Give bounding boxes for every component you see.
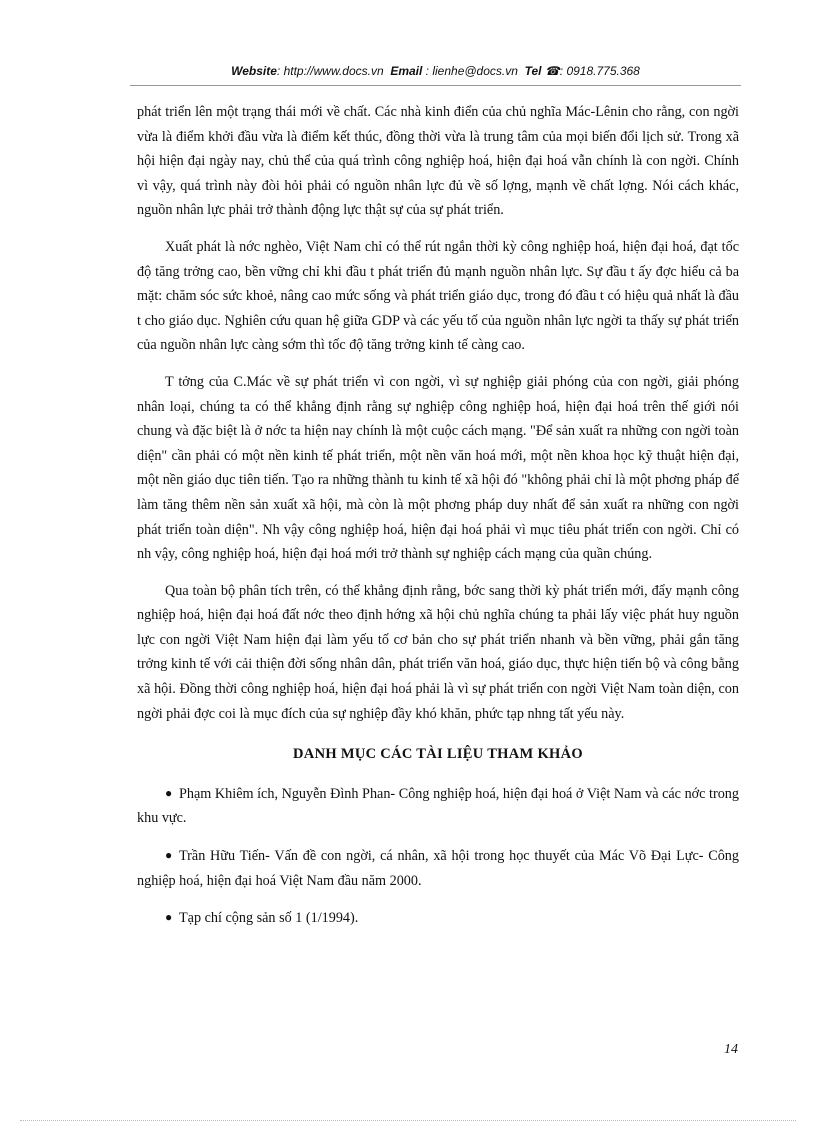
header-rule <box>130 85 741 86</box>
document-body <box>137 100 739 943</box>
paragraph: T tởng của C.Mác về sự phát triển vì con ngời, vì sự nghiệp giải phóng của con ngời, giải phóng nhân loại, chúng ta có thể khẳng định rằng sự nghiệp công nghiệp hoá, hiện đại hoá trên thế giới nói chung và đặc biệt là ở nớc ta hiện nay chính là một cuộc cách mạng. "Để sản xuất ra những con ngời toàn diện" cần phải có một nền kinh tế phát triển, một nền văn hoá mới, một nền khoa học kỹ thuật hiện đại, một nền giáo dục tiên tiến. Tạo ra những thành tu kinh tế xã hội đó "không phải chỉ là một phơng pháp để làm tăng thêm nền sản xuất xã hội, mà còn là một phơng pháp duy nhất để sản xuất ra những con ngời phát triển toàn diện". Nh vậy công nghiệp hoá, hiện đại hoá phải vì mục tiêu phát triển con ngời. Chỉ có nh vậy, công nghiệp hoá, hiện đại hoá mới trở thành sự nghiệp cách mạng của quần chúng. <box>137 373 739 563</box>
email-label: Email <box>390 64 423 78</box>
references-title: DANH MỤC CÁC TÀI LIỆU THAM KHẢO <box>293 746 583 763</box>
paragraph: Xuất phát là nớc nghèo, Việt Nam chỉ có thể rút ngắn thời kỳ công nghiệp hoá, hiện đại hoá, đạt tốc độ tăng trởng cao, bền vững chỉ khi đầu t phát triển đủ mạnh nguồn nhân lực. Sự đầu t ấy đợc hiểu cả ba mặt: chăm sóc sức khoẻ, nâng cao mức sống và phát triển giáo dục, trong đó đầu t có hiệu quả nhất là đầu t cho giáo dục. Nghiên cứu quan hệ giữa GDP và các yếu tố của nguồn nhân lực ngời ta thấy sự phát triển của nguồn nhân lực càng sớm thì tốc độ tăng trởng kinh tế càng cao. <box>137 238 739 354</box>
page-header <box>130 64 741 86</box>
paragraph: Qua toàn bộ phân tích trên, có thể khẳng định rằng, bớc sang thời kỳ phát triển mới, đẩy mạnh công nghiệp hoá, hiện đại hoá đất nớc theo định hớng xã hội chủ nghĩa chúng ta phải lấy việc phát huy nguồn lực con ngời Việt Nam hiện đại làm yếu tố cơ bản cho sự phát triển nhanh và bền vững, phải gắn tăng trởng kinh tế với cải thiện đời sống nhân dân, phát triển văn hoá, giáo dục, thực hiện tiến bộ và công bằng xã hội. Đồng thời công nghiệp hoá, hiện đại hoá phải là vì sự phát triển con ngời Việt Nam toàn diện, con ngời phải đợc coi là mục đích của sự nghiệp đầy khó khăn, phức tạp nhng tất yếu này. <box>137 582 739 722</box>
bullet-icon: ● <box>165 785 173 800</box>
website-value: : http://www.docs.vn <box>276 64 384 78</box>
reference-item <box>137 843 739 893</box>
reference-item <box>137 781 739 831</box>
tel-value: : 0918.775.368 <box>559 64 640 78</box>
email-value: : lienhe@docs.vn <box>425 64 518 78</box>
reference-text: Trần Hữu Tiến- Vấn đề con ngời, cá nhân, xã hội trong học thuyết của Mác Võ Đại Lực- Công nghiệp hoá, hiện đại hoá Việt Nam đầu năm 2000. <box>137 848 739 889</box>
bullet-icon: ● <box>165 848 173 863</box>
bullet-icon: ● <box>165 910 173 925</box>
page-bottom-divider <box>20 1120 796 1121</box>
paragraph: phát triển lên một trạng thái mới về chất. Các nhà kinh điển của chủ nghĩa Mác-Lênin cho rằng, con ngời vừa là điểm khởi đầu vừa là điểm kết thúc, đồng thời vừa là trung tâm của mọi biến đổi lịch sử. Trong xã hội hiện đại ngày nay, chủ thể của quá trình công nghiệp hoá, hiện đại hoá vẫn chính là con ngời. Chính vì vậy, quá trình này đòi hỏi phải có nguồn nhân lực đủ về số lợng, mạnh về chất lợng. Nói cách khác, nguồn nhân lực phải trở thành động lực thật sự của sự phát triển. <box>137 104 739 219</box>
phone-icon: ☎ <box>544 64 560 78</box>
website-label: Website <box>231 64 277 78</box>
reference-text: Phạm Khiêm ích, Nguyễn Đình Phan- Công nghiệp hoá, hiện đại hoá ở Việt Nam và các nớc trong khu vực. <box>137 785 739 827</box>
tel-label: Tel <box>524 64 542 78</box>
reference-item <box>137 905 739 931</box>
reference-text: Tạp chí cộng sản số 1 (1/1994). <box>179 910 359 927</box>
page-number: 14 <box>724 1042 738 1057</box>
